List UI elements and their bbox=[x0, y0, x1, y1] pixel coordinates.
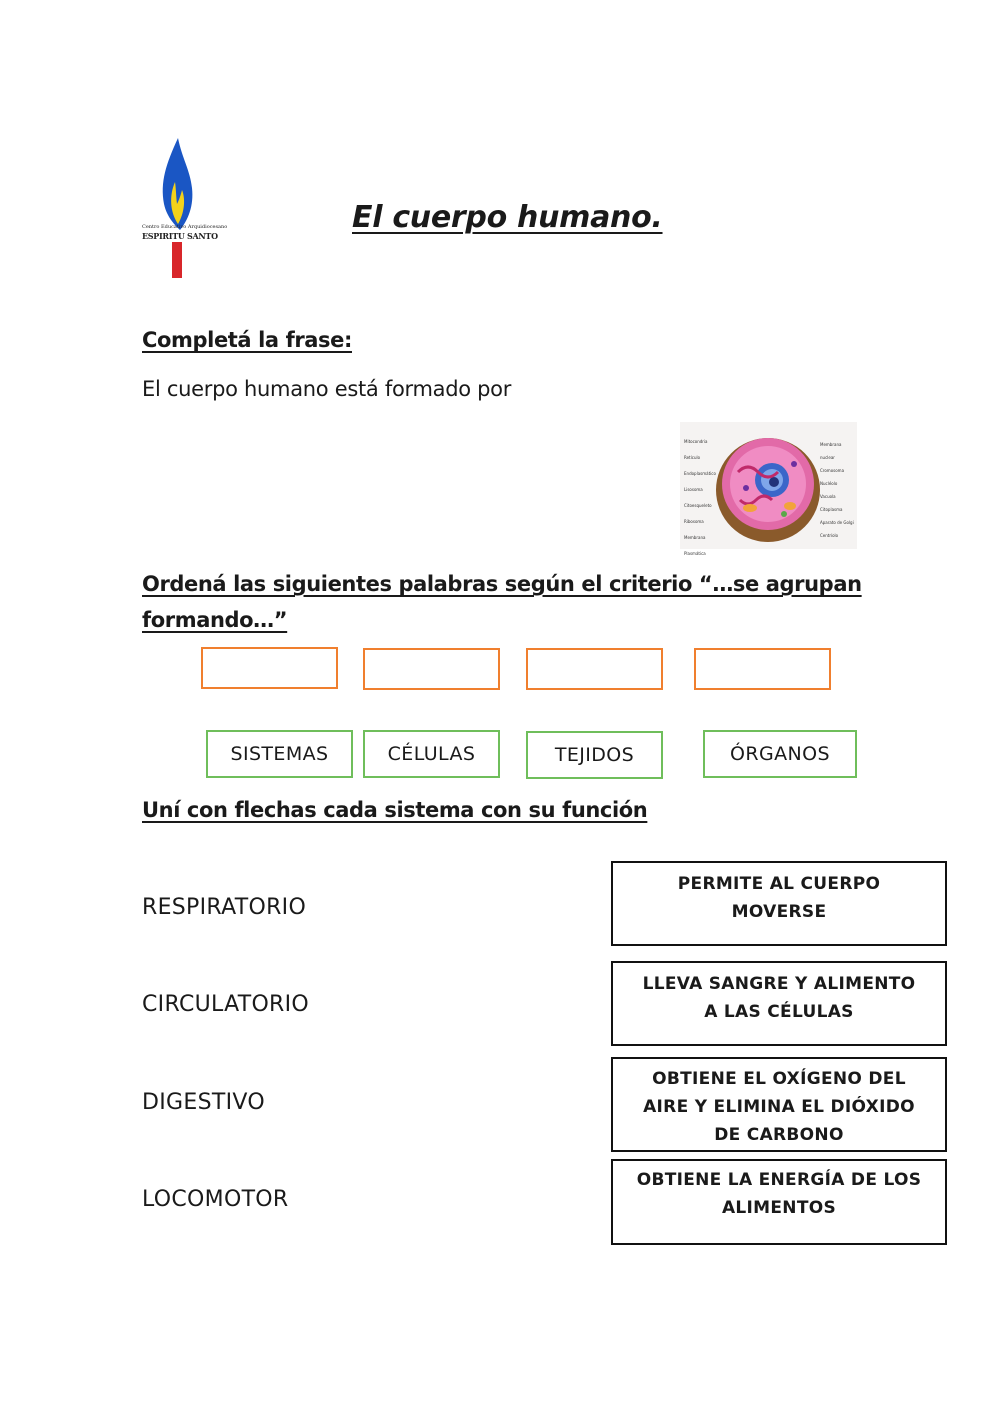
function-4-line1: OBTIENE LA ENERGÍA DE LOS bbox=[636, 1170, 922, 1190]
cell-label-left-1: Mitocondria bbox=[684, 439, 708, 444]
cell-label-left-4: Citoesqueleto bbox=[684, 503, 712, 508]
section2-heading-line2: formando…” bbox=[142, 608, 288, 632]
word-card-sistemas[interactable]: SISTEMAS bbox=[206, 730, 353, 778]
section2-heading bbox=[142, 566, 862, 638]
cell-label-right-3: Nucléolo bbox=[820, 481, 838, 486]
complete-sentence: El cuerpo humano está formado por bbox=[142, 377, 512, 401]
word-card-tejidos[interactable]: TEJIDOS bbox=[526, 731, 663, 779]
cell-label-right-4: Vacuola bbox=[820, 494, 836, 499]
function-1-line1: PERMITE AL CUERPO bbox=[677, 874, 881, 894]
cell-label-left-3: Lisosoma bbox=[684, 487, 703, 492]
cell-label-right-7: Centríolo bbox=[820, 533, 839, 538]
cell-label-left-2: Retículo Endoplasmático bbox=[684, 455, 716, 476]
section1-heading: Completá la frase: bbox=[142, 328, 352, 352]
logo-caption-line2: ESPIRITU SANTO bbox=[142, 231, 218, 241]
function-box-2[interactable] bbox=[611, 961, 947, 1046]
school-logo bbox=[142, 138, 228, 278]
function-3-line3: DE CARBONO bbox=[714, 1125, 844, 1145]
animal-cell-diagram bbox=[680, 422, 857, 556]
flame-icon bbox=[142, 138, 228, 278]
system-digestivo[interactable]: DIGESTIVO bbox=[142, 1090, 265, 1115]
function-3-line1: OBTIENE EL OXÍGENO DEL bbox=[652, 1069, 906, 1089]
function-box-4[interactable] bbox=[611, 1159, 947, 1245]
logo-caption-line1: Centro Educativo Arquidiocesano bbox=[142, 224, 228, 230]
word-card-organos[interactable]: ÓRGANOS bbox=[703, 730, 857, 778]
system-locomotor[interactable]: LOCOMOTOR bbox=[142, 1187, 289, 1212]
system-circulatorio[interactable]: CIRCULATORIO bbox=[142, 992, 310, 1017]
cell-label-right-6: Aparato de Golgi bbox=[820, 520, 854, 525]
section3-heading: Uní con flechas cada sistema con su función bbox=[142, 798, 648, 822]
function-3-line2: AIRE Y ELIMINA EL DIÓXIDO bbox=[643, 1097, 915, 1117]
system-respiratorio[interactable]: RESPIRATORIO bbox=[142, 895, 307, 920]
cell-label-left-5: Ribosoma bbox=[684, 519, 704, 524]
function-1-line2: MOVERSE bbox=[731, 902, 827, 922]
order-slot-4[interactable] bbox=[694, 648, 831, 690]
cell-label-right-5: Citoplasma bbox=[820, 507, 843, 512]
page-title: El cuerpo humano. bbox=[352, 200, 663, 235]
section2-heading-line1: Ordená las siguientes palabras según el criterio “…se agrupan bbox=[142, 572, 862, 596]
order-slot-1[interactable] bbox=[201, 647, 338, 689]
order-slot-2[interactable] bbox=[363, 648, 500, 690]
function-box-1[interactable] bbox=[611, 861, 947, 946]
cell-label-right-1: Membrana nuclear bbox=[820, 442, 842, 460]
order-slot-3[interactable] bbox=[526, 648, 663, 690]
word-card-celulas[interactable]: CÉLULAS bbox=[363, 730, 500, 778]
function-2-line2: A LAS CÉLULAS bbox=[704, 1002, 854, 1022]
function-box-3[interactable] bbox=[611, 1057, 947, 1152]
cell-label-right-2: Cromosoma bbox=[820, 468, 845, 473]
function-4-line2: ALIMENTOS bbox=[721, 1198, 837, 1218]
function-2-line1: LLEVA SANGRE Y ALIMENTO bbox=[642, 974, 916, 994]
cell-label-left-6: Membrana Plasmática bbox=[684, 535, 706, 556]
